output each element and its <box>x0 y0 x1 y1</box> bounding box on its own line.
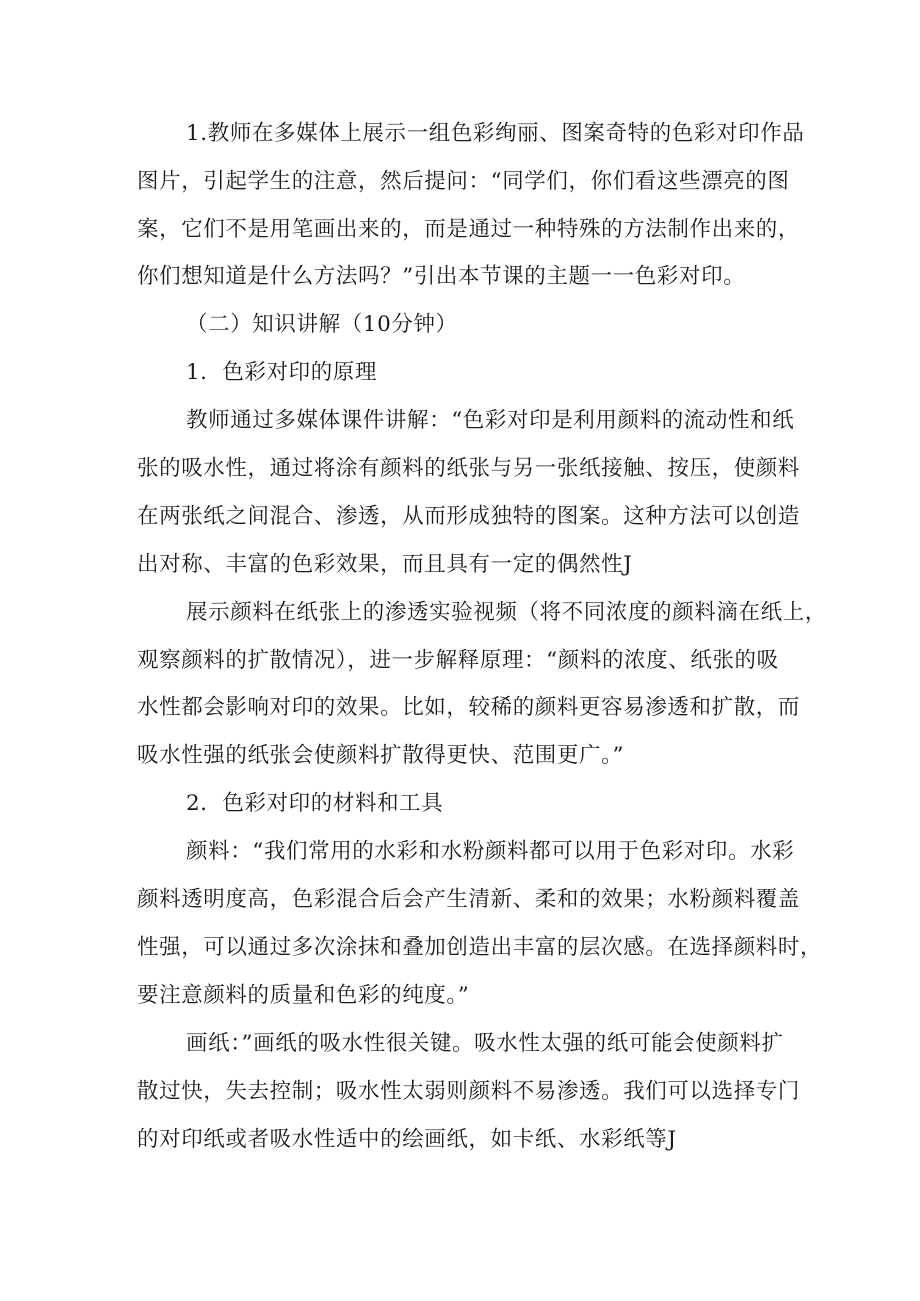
subheading-principle: 1．色彩对印的原理 <box>186 360 378 385</box>
paragraph-3-line-4: 吸水性强的纸张会使颜料扩散得更快、范围更广。” <box>137 743 625 768</box>
paragraph-4-line-4: 要注意颜料的质量和色彩的纯度。” <box>137 983 470 1008</box>
paragraph-2-line-4: 出对称、丰富的色彩效果，而且具有一定的偶然性J <box>137 552 633 577</box>
paragraph-3-line-3: 水性都会影响对印的效果。比如，较稀的颜料更容易渗透和扩散，而 <box>137 695 801 720</box>
paragraph-1-line-4: 你们想知道是什么方法吗？”引出本节课的主题一一色彩对印。 <box>137 264 746 289</box>
paragraph-3-line-1: 展示颜料在纸张上的渗透实验视频（将不同浓度的颜料滴在纸上， <box>186 600 827 625</box>
section-heading-knowledge: （二）知识讲解（10分钟） <box>186 312 458 337</box>
paragraph-2-line-2: 张的吸水性，通过将涂有颜料的纸张与另一张纸接触、按压，使颜料 <box>137 456 801 481</box>
paragraph-1-line-2: 图片，引起学生的注意，然后提问：“同学们，你们看这些漂亮的图 <box>137 169 790 194</box>
paragraph-4-line-3: 性强，可以通过多次涂抹和叠加创造出丰富的层次感。在选择颜料时， <box>137 935 823 960</box>
paragraph-5-line-1: 画纸：”画纸的吸水性很关键。吸水性太强的纸可能会使颜料扩 <box>186 1031 784 1056</box>
paragraph-1-line-3: 案，它们不是用笔画出来的，而是通过一种特殊的方法制作出来的， <box>137 217 801 242</box>
paragraph-1-line-1: 1.教师在多媒体上展示一组色彩绚丽、图案奇特的色彩对印作品 <box>186 121 805 146</box>
paragraph-2-line-3: 在两张纸之间混合、渗透，从而形成独特的图案。这种方法可以创造 <box>137 504 801 529</box>
subheading-materials: 2．色彩对印的材料和工具 <box>186 791 444 816</box>
paragraph-3-line-2: 观察颜料的扩散情况），进一步解释原理：“颜料的浓度、纸张的吸 <box>137 648 779 673</box>
paragraph-2-line-1: 教师通过多媒体课件讲解：“色彩对印是利用颜料的流动性和纸 <box>186 408 795 433</box>
paragraph-5-line-2: 散过快，失去控制；吸水性太弱则颜料不易渗透。我们可以选择专门 <box>137 1079 801 1104</box>
paragraph-4-line-1: 颜料：“我们常用的水彩和水粉颜料都可以用于色彩对印。水彩 <box>186 839 795 864</box>
paragraph-4-line-2: 颜料透明度高，色彩混合后会产生清新、柔和的效果；水粉颜料覆盖 <box>137 887 801 912</box>
paragraph-5-line-3: 的对印纸或者吸水性适中的绘画纸，如卡纸、水彩纸等J <box>137 1127 677 1152</box>
